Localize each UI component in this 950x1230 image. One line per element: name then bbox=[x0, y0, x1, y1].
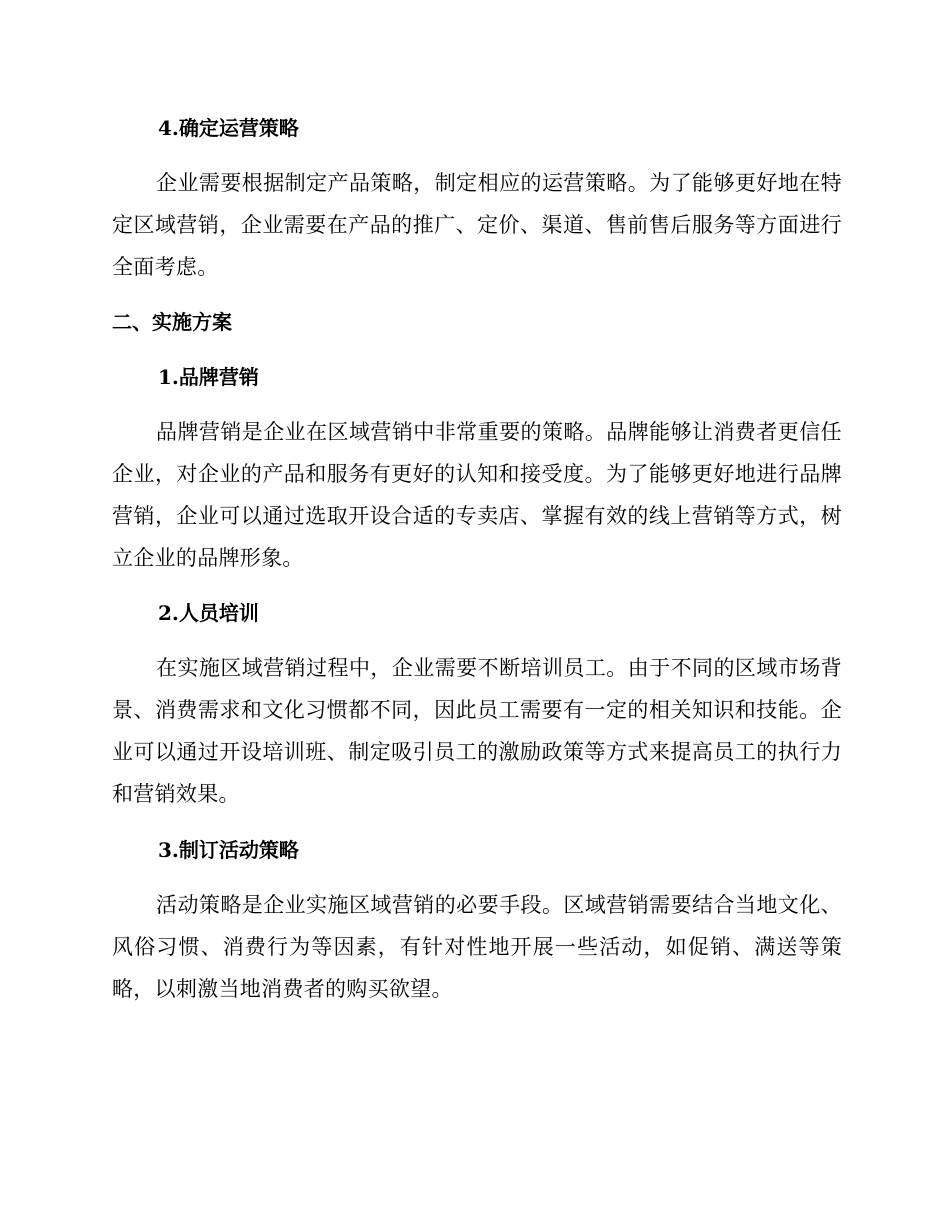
heading-brand-marketing: 1.品牌营销 bbox=[158, 365, 259, 389]
paragraph-operation-strategy: 企业需要根据制定产品策略，制定相应的运营策略。为了能够更好地在特定区域营销，企业需要在产品的推广、定价、渠道、售前售后服务等方面进行全面考虑。 bbox=[112, 171, 842, 279]
section-heading-implementation-plan: 二、实施方案 bbox=[112, 310, 232, 334]
paragraph-brand-marketing: 品牌营销是企业在区域营销中非常重要的策略。品牌能够让消费者更信任企业，对企业的产品和服务有更好的认知和接受度。为了能够更好地进行品牌营销，企业可以通过选取开设合适的专卖店、掌握有效的线上营销等方式，树立企业的品牌形象。 bbox=[112, 420, 842, 570]
paragraph-activity-strategy: 活动策略是企业实施区域营销的必要手段。区域营销需要结合当地文化、风俗习惯、消费行为等因素，有针对性地开展一些活动，如促销、满送等策略，以刺激当地消费者的购买欲望。 bbox=[112, 893, 842, 1001]
paragraph-staff-training: 在实施区域营销过程中，企业需要不断培训员工。由于不同的区域市场背景、消费需求和文化习惯都不同，因此员工需要有一定的相关知识和技能。企业可以通过开设培训班、制定吸引员工的激励政策等方式来提高员工的执行力和营销效果。 bbox=[112, 656, 842, 806]
heading-determine-operation-strategy: 4.确定运营策略 bbox=[158, 116, 299, 140]
heading-staff-training: 2.人员培训 bbox=[158, 601, 259, 625]
heading-activity-strategy: 3.制订活动策略 bbox=[158, 838, 299, 862]
